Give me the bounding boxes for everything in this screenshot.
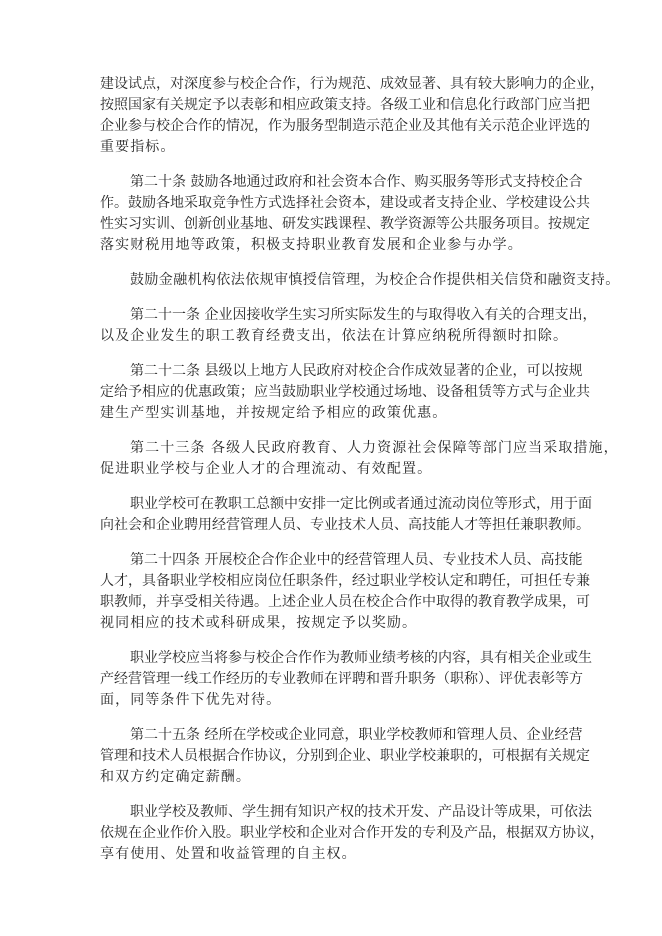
text-line: 面，同等条件下优先对待。 bbox=[100, 692, 282, 708]
article-22-paragraph bbox=[100, 361, 590, 424]
article-21-paragraph bbox=[100, 305, 597, 347]
article-24-paragraph bbox=[100, 550, 590, 634]
text-line: 享有使用、处置和收益管理的自主权。 bbox=[100, 846, 357, 862]
teacher-evaluation-paragraph bbox=[100, 648, 592, 711]
text-line: 职教师，并享受相关待遇。上述企业人员在校企合作中取得的教育教学成果，可 bbox=[100, 594, 590, 610]
text-line: 重要指标。 bbox=[100, 139, 176, 155]
text-line: 建生产型实训基地，并按规定给予相应的政策优惠。 bbox=[100, 405, 448, 421]
text-line: 第二十一条 企业因接收学生实习所实际发生的与取得收入有关的合理支出， bbox=[130, 307, 597, 323]
text-line: 以及企业发生的职工教育经费支出，依法在计算应纳税所得额时扣除。 bbox=[100, 328, 569, 344]
text-line: 企业参与校企合作的情况，作为服务型制造示范企业及其他有关示范企业评选的 bbox=[100, 118, 590, 134]
text-line: 管理和技术人员根据合作协议，分别到企业、职业学校兼职的，可根据有关规定 bbox=[100, 748, 590, 764]
text-line: 向社会和企业聘用经营管理人员、专业技术人员、高技能人才等担任兼职教师。 bbox=[100, 517, 590, 533]
text-line: 第二十三条 各级人民政府教育、人力资源社会保障等部门应当采取措施， bbox=[130, 440, 619, 456]
text-line: 按照国家有关规定予以表彰和相应政策支持。各级工业和信息化行政部门应当把 bbox=[100, 97, 590, 113]
article-25-paragraph bbox=[100, 725, 590, 788]
text-line: 落实财税用地等政策，积极支持职业教育发展和企业参与办学。 bbox=[100, 237, 523, 253]
document-page bbox=[100, 74, 620, 879]
text-line: 建设试点，对深度参与校企合作，行为规范、成效显著、具有较大影响力的企业， bbox=[100, 76, 604, 92]
paragraph-1 bbox=[100, 74, 604, 158]
text-line: 鼓励金融机构依法依规审慎授信管理，为校企合作提供相关信贷和融资支持。 bbox=[130, 272, 620, 288]
text-line: 职业学校可在教职工总额中安排一定比例或者通过流动岗位等形式，用于面 bbox=[130, 496, 592, 512]
text-line: 职业学校及教师、学生拥有知识产权的技术开发、产品设计等成果，可依法 bbox=[130, 804, 592, 820]
intellectual-property-paragraph bbox=[100, 802, 604, 865]
text-line: 作。鼓励各地采取竞争性方式选择社会资本，建设或者支持企业、学校建设公共 bbox=[100, 195, 590, 211]
text-line: 职业学校应当将参与校企合作作为教师业绩考核的内容，具有相关企业或生 bbox=[130, 650, 592, 666]
text-line: 第二十条 鼓励各地通过政府和社会资本合作、购买服务等形式支持校企合 bbox=[130, 174, 583, 190]
text-line: 依规在企业作价入股。职业学校和企业对合作开发的专利及产品，根据双方协议， bbox=[100, 825, 604, 841]
text-line: 性实习实训、创新创业基地、研发实践课程、教学资源等公共服务项目。按规定 bbox=[100, 216, 590, 232]
text-line: 第二十二条 县级以上地方人民政府对校企合作成效显著的企业，可以按规 bbox=[130, 363, 583, 379]
text-line: 第二十四条 开展校企合作企业中的经营管理人员、专业技术人员、高技能 bbox=[130, 552, 583, 568]
text-line: 和双方约定确定薪酬。 bbox=[100, 769, 251, 785]
article-23-paragraph bbox=[100, 438, 619, 480]
text-line: 定给予相应的优惠政策；应当鼓励职业学校通过场地、设备租赁等方式与企业共 bbox=[100, 384, 590, 400]
text-line: 产经营管理一线工作经历的专业教师在评聘和晋升职务（职称）、评优表彰等方 bbox=[100, 671, 583, 687]
article-20-paragraph bbox=[100, 172, 590, 256]
financial-support-paragraph bbox=[100, 270, 620, 291]
text-line: 人才，具备职业学校相应岗位任职条件，经过职业学校认定和聘任，可担任专兼 bbox=[100, 573, 590, 589]
text-line: 视同相应的技术或科研成果，按规定予以奖励。 bbox=[100, 615, 418, 631]
text-line: 第二十五条 经所在学校或企业同意，职业学校教师和管理人员、企业经营 bbox=[130, 727, 583, 743]
part-time-teacher-paragraph bbox=[100, 494, 592, 536]
text-line: 促进职业学校与企业人才的合理流动、有效配置。 bbox=[100, 461, 433, 477]
